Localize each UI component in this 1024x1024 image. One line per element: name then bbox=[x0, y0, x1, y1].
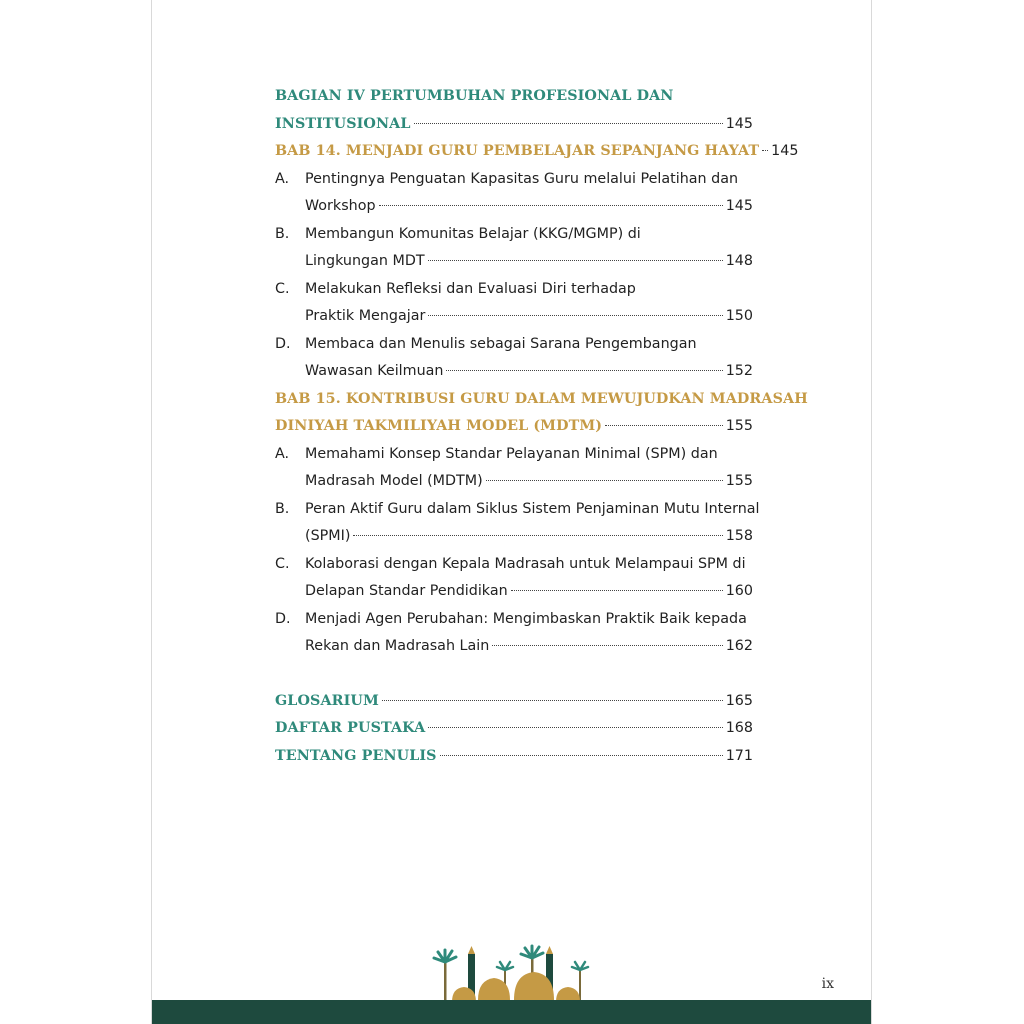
leader-dots bbox=[762, 150, 768, 151]
page-ref: 158 bbox=[725, 528, 753, 544]
toc-section-line bbox=[275, 441, 753, 469]
section-title-line2: Wawasan Keilmuan bbox=[305, 363, 444, 379]
section-title-line1: Membaca dan Menulis sebagai Sarana Pengembangan bbox=[305, 335, 697, 352]
section-label: C. bbox=[275, 555, 290, 572]
toc-section-line bbox=[275, 221, 753, 249]
toc-section-entry[interactable] bbox=[275, 358, 753, 386]
table-of-contents bbox=[275, 83, 808, 770]
end-title: DAFTAR PUSTAKA bbox=[275, 720, 426, 736]
leader-dots bbox=[486, 480, 723, 481]
toc-section-entry[interactable] bbox=[275, 633, 753, 661]
section-label: A. bbox=[275, 170, 290, 187]
toc-section-entry[interactable] bbox=[275, 523, 753, 551]
toc-section-line bbox=[275, 166, 753, 194]
section-label: B. bbox=[275, 225, 290, 242]
end-title: TENTANG PENULIS bbox=[275, 747, 437, 764]
leader-dots bbox=[492, 645, 722, 646]
section-title-line2: Delapan Standar Pendidikan bbox=[305, 583, 508, 599]
toc-section-entry[interactable] bbox=[275, 303, 753, 331]
end-title: GLOSARIUM bbox=[275, 692, 379, 709]
leader-dots bbox=[379, 205, 723, 206]
chapter-title: BAB 14. MENJADI GURU PEMBELAJAR SEPANJANG HAYAT bbox=[275, 143, 760, 159]
part-title-line1: BAGIAN IV PERTUMBUHAN PROFESIONAL DAN bbox=[275, 88, 674, 104]
palm-tree-icon bbox=[434, 950, 456, 1002]
page-ref: 145 bbox=[771, 143, 799, 159]
page-ref: 162 bbox=[725, 638, 753, 654]
section-label: D. bbox=[275, 335, 291, 352]
section-title-line1: Kolaborasi dengan Kepala Madrasah untuk Melampaui SPM di bbox=[305, 555, 746, 572]
leader-dots bbox=[428, 260, 723, 261]
page-ref: 148 bbox=[725, 253, 753, 269]
section-title-line1: Melakukan Refleksi dan Evaluasi Diri terhadap bbox=[305, 280, 636, 297]
leader-dots bbox=[605, 425, 723, 426]
leader-dots bbox=[353, 535, 722, 536]
page-ref: 145 bbox=[725, 198, 753, 214]
page-ref: 168 bbox=[725, 720, 753, 736]
page-ref: 155 bbox=[725, 418, 753, 434]
toc-chapter-15 bbox=[275, 386, 808, 414]
leader-dots bbox=[511, 590, 723, 591]
footer-bar bbox=[152, 1000, 871, 1024]
page-ref: 155 bbox=[725, 473, 753, 489]
document-page bbox=[151, 0, 872, 1024]
section-title-line2: (SPMI) bbox=[305, 528, 351, 544]
section-label: C. bbox=[275, 280, 290, 297]
page-ref: 165 bbox=[725, 692, 753, 709]
section-label: D. bbox=[275, 610, 291, 627]
toc-section-entry[interactable] bbox=[275, 193, 753, 221]
section-title-line2: Rekan dan Madrasah Lain bbox=[305, 638, 490, 654]
page-ref: 171 bbox=[725, 747, 753, 764]
section-title-line2: Workshop bbox=[305, 198, 376, 214]
toc-section-entry[interactable] bbox=[275, 578, 753, 606]
page-number: ix bbox=[821, 976, 834, 992]
toc-section-line bbox=[275, 551, 753, 579]
leader-dots bbox=[414, 123, 723, 124]
toc-about-author[interactable] bbox=[275, 743, 753, 771]
toc-section-line bbox=[275, 496, 760, 524]
section-label: A. bbox=[275, 445, 290, 462]
toc-part-heading-cont[interactable] bbox=[275, 111, 753, 139]
toc-section-line bbox=[275, 331, 753, 359]
toc-chapter-15-cont[interactable] bbox=[275, 413, 753, 441]
leader-dots bbox=[428, 315, 722, 316]
section-label: B. bbox=[275, 500, 290, 517]
part-title-line2: INSTITUSIONAL bbox=[275, 115, 411, 132]
leader-dots bbox=[446, 370, 722, 371]
leader-dots bbox=[382, 700, 723, 701]
section-title-line1: Menjadi Agen Perubahan: Mengimbaskan Praktik Baik kepada bbox=[305, 610, 747, 627]
toc-chapter-14[interactable] bbox=[275, 138, 799, 166]
page-ref: 160 bbox=[725, 583, 753, 599]
chapter-title-line2: DINIYAH TAKMILIYAH MODEL (MDTM) bbox=[275, 418, 603, 434]
toc-section-entry[interactable] bbox=[275, 248, 753, 276]
section-title-line1: Pentingnya Penguatan Kapasitas Guru melalui Pelatihan dan bbox=[305, 170, 739, 187]
section-title-line2: Madrasah Model (MDTM) bbox=[305, 473, 483, 489]
chapter-title-line1: BAB 15. KONTRIBUSI GURU DALAM MEWUJUDKAN MADRASAH bbox=[275, 390, 808, 407]
toc-section-entry[interactable] bbox=[275, 468, 753, 496]
section-title-line1: Peran Aktif Guru dalam Siklus Sistem Penjaminan Mutu Internal bbox=[305, 500, 760, 517]
section-title-line2: Lingkungan MDT bbox=[305, 253, 425, 269]
toc-glossary[interactable] bbox=[275, 688, 753, 716]
page-ref: 150 bbox=[725, 308, 753, 324]
leader-dots bbox=[440, 755, 723, 756]
toc-part-heading bbox=[275, 83, 753, 111]
toc-section-line bbox=[275, 606, 753, 634]
leader-dots bbox=[428, 727, 722, 728]
toc-bibliography[interactable] bbox=[275, 715, 753, 743]
section-title-line1: Membangun Komunitas Belajar (KKG/MGMP) di bbox=[305, 225, 641, 242]
page-ref: 152 bbox=[725, 363, 753, 379]
section-title-line2: Praktik Mengajar bbox=[305, 308, 426, 324]
section-title-line1: Memahami Konsep Standar Pelayanan Minimal (SPM) dan bbox=[305, 445, 718, 462]
page-ref: 145 bbox=[725, 115, 753, 132]
toc-section-line bbox=[275, 276, 753, 304]
